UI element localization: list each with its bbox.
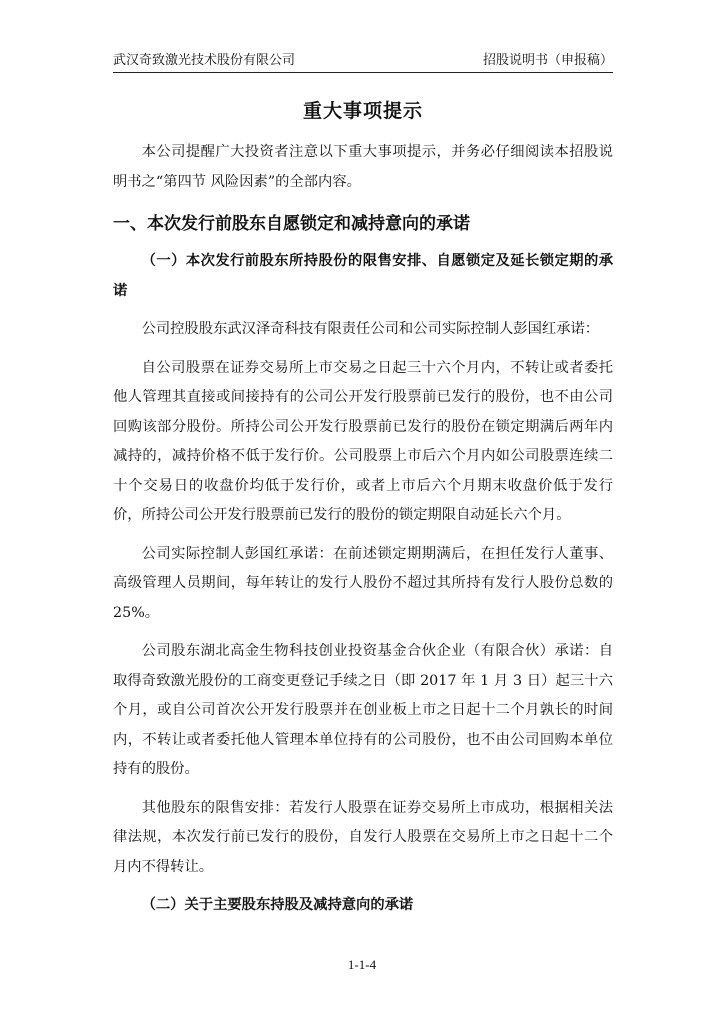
page-title: 重大事项提示 xyxy=(302,100,423,122)
paragraph-controlling-shareholder: 公司控股股东武汉泽奇科技有限责任公司和公司实际控制人彭国红承诺： xyxy=(141,321,600,337)
document-body xyxy=(113,138,613,921)
paragraph-other-shareholders: 其他股东的限售安排：若发行人股票在证券交易所上市成功，根据相关法律法规，本次发行前已发行的股份，自发行人股票在交易所上市之日起十二个月内不得转让。 xyxy=(113,799,613,875)
header-company: 武汉奇致激光技术股份有限公司 xyxy=(113,53,296,68)
subsection-heading-1: （一）本次发行前股东所持股份的限售安排、自愿锁定及延长锁定期的承诺 xyxy=(113,253,613,299)
paragraph-gaojin-fund: 公司股东湖北高金生物科技创业投资基金合伙企业（有限合伙）承诺：自取得奇致激光股份的工商变更登记手续之日（即 2017 年 1 月 3 日）起三十六个月，或自公司首次公开发行股票并在创业板上市之日起十二个月孰长的时间内，不转让或者委托他人管理本单位持有的公司股份，也不由公司回购本单位持有的股份。 xyxy=(113,643,613,777)
subsection-heading-2: （二）关于主要股东持股及减持意向的承诺 xyxy=(141,897,414,913)
section-heading-1: 一、本次发行前股东自愿锁定和减持意向的承诺 xyxy=(113,214,470,234)
page-header xyxy=(113,50,613,73)
intro-paragraph: 本公司提醒广大投资者注意以下重大事项提示，并务必仔细阅读本招股说明书之“第四节 风险因素”的全部内容。 xyxy=(113,144,613,190)
header-doc-type: 招股说明书（申报稿） xyxy=(482,53,613,68)
page-number: 1-1-4 xyxy=(347,957,377,972)
paragraph-lockup-36-months: 自公司股票在证券交易所上市交易之日起三十六个月内，不转让或者委托他人管理其直接或间接持有的公司公开发行股票前已发行的股份，也不由公司回购该部分股份。所持公司公开发行股票前已发行的股份在锁定期满后两年内减持的，减持价格不低于发行价。公司股票上市后六个月内如公司股票连续二十个交易日的收盘价均低于发行价，或者上市后六个月期末收盘价低于发行价，所持公司公开发行股票前已发行的股份的锁定期限自动延长六个月。 xyxy=(113,359,613,523)
paragraph-controller-commitment: 公司实际控制人彭国红承诺：在前述锁定期期满后，在担任发行人董事、高级管理人员期间，每年转让的发行人股份不超过其所持有发行人股份总数的25%。 xyxy=(113,545,613,621)
